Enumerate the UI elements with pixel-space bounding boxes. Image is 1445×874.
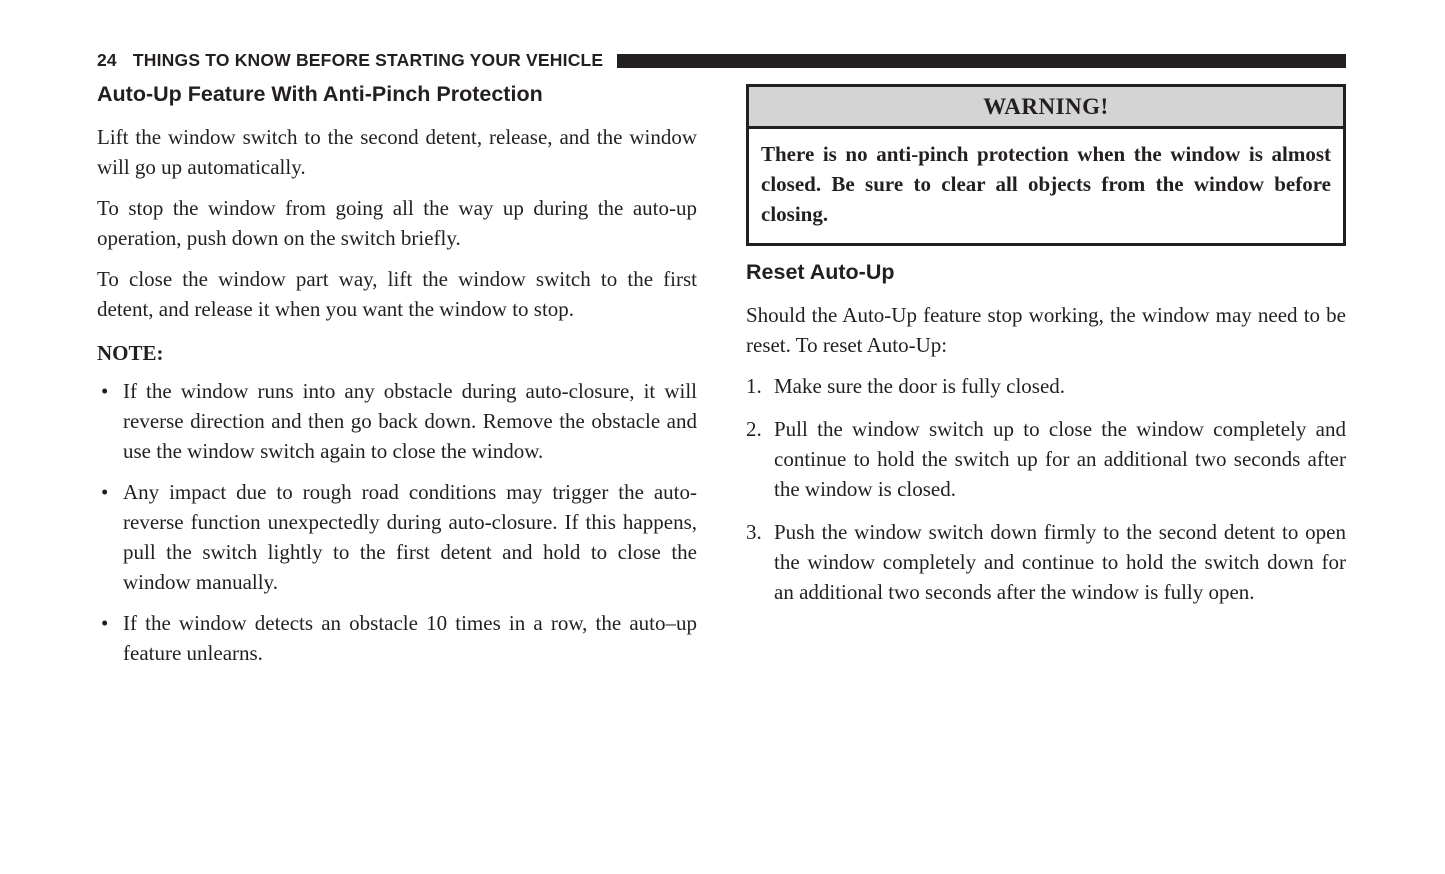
note-bullet-item: • Any impact due to rough road conditions may trigger the auto-reverse function unexpectedly during auto-closure. If this happens, pull the switch lightly to the first detent and hold to close the window manually.	[97, 477, 697, 597]
section-heading-reset-auto-up: Reset Auto-Up	[746, 260, 895, 284]
section-heading-auto-up: Auto-Up Feature With Anti-Pinch Protection	[97, 82, 543, 106]
reset-intro-paragraph: Should the Auto-Up feature stop working, the window may need to be reset. To reset Auto-Up:	[746, 303, 1346, 357]
reset-step-item: Push the window switch down firmly to the second detent to open the window completely and continue to hold the switch down for an additional two seconds after the window is fully open.	[774, 520, 1346, 604]
warning-title: WARNING!	[749, 87, 1343, 129]
page-header	[97, 50, 1346, 71]
reset-step-item: Make sure the door is fully closed.	[774, 374, 1066, 398]
paragraph: To stop the window from going all the way up during the auto-up operation, push down on the switch briefly.	[97, 196, 697, 250]
note-label: NOTE:	[97, 341, 164, 365]
page-number: 24	[97, 50, 117, 70]
note-bullet-item: • If the window runs into any obstacle during auto-closure, it will reverse direction and then go back down. Remove the obstacle and use the window switch again to close the window.	[97, 376, 697, 466]
paragraph: Lift the window switch to the second detent, release, and the window will go up automatically.	[97, 125, 697, 179]
warning-box	[746, 84, 1346, 246]
reset-step-list	[746, 371, 1346, 607]
warning-body: There is no anti-pinch protection when the window is almost closed. Be sure to clear all objects from the window before closing.	[761, 142, 1331, 226]
chapter-title: THINGS TO KNOW BEFORE STARTING YOUR VEHICLE	[132, 50, 604, 70]
note-bullet-list	[97, 376, 697, 668]
header-rule-bar	[617, 54, 1346, 68]
left-column	[97, 82, 697, 679]
paragraph: To close the window part way, lift the window switch to the first detent, and release it when you want the window to stop.	[97, 267, 697, 321]
reset-step-item: Pull the window switch up to close the window completely and continue to hold the switch up for an additional two seconds after the window is closed.	[774, 417, 1346, 501]
note-bullet-item: • If the window detects an obstacle 10 times in a row, the auto–up feature unlearns.	[97, 608, 697, 668]
right-column	[746, 84, 1346, 620]
auto-up-paragraphs	[97, 122, 697, 324]
